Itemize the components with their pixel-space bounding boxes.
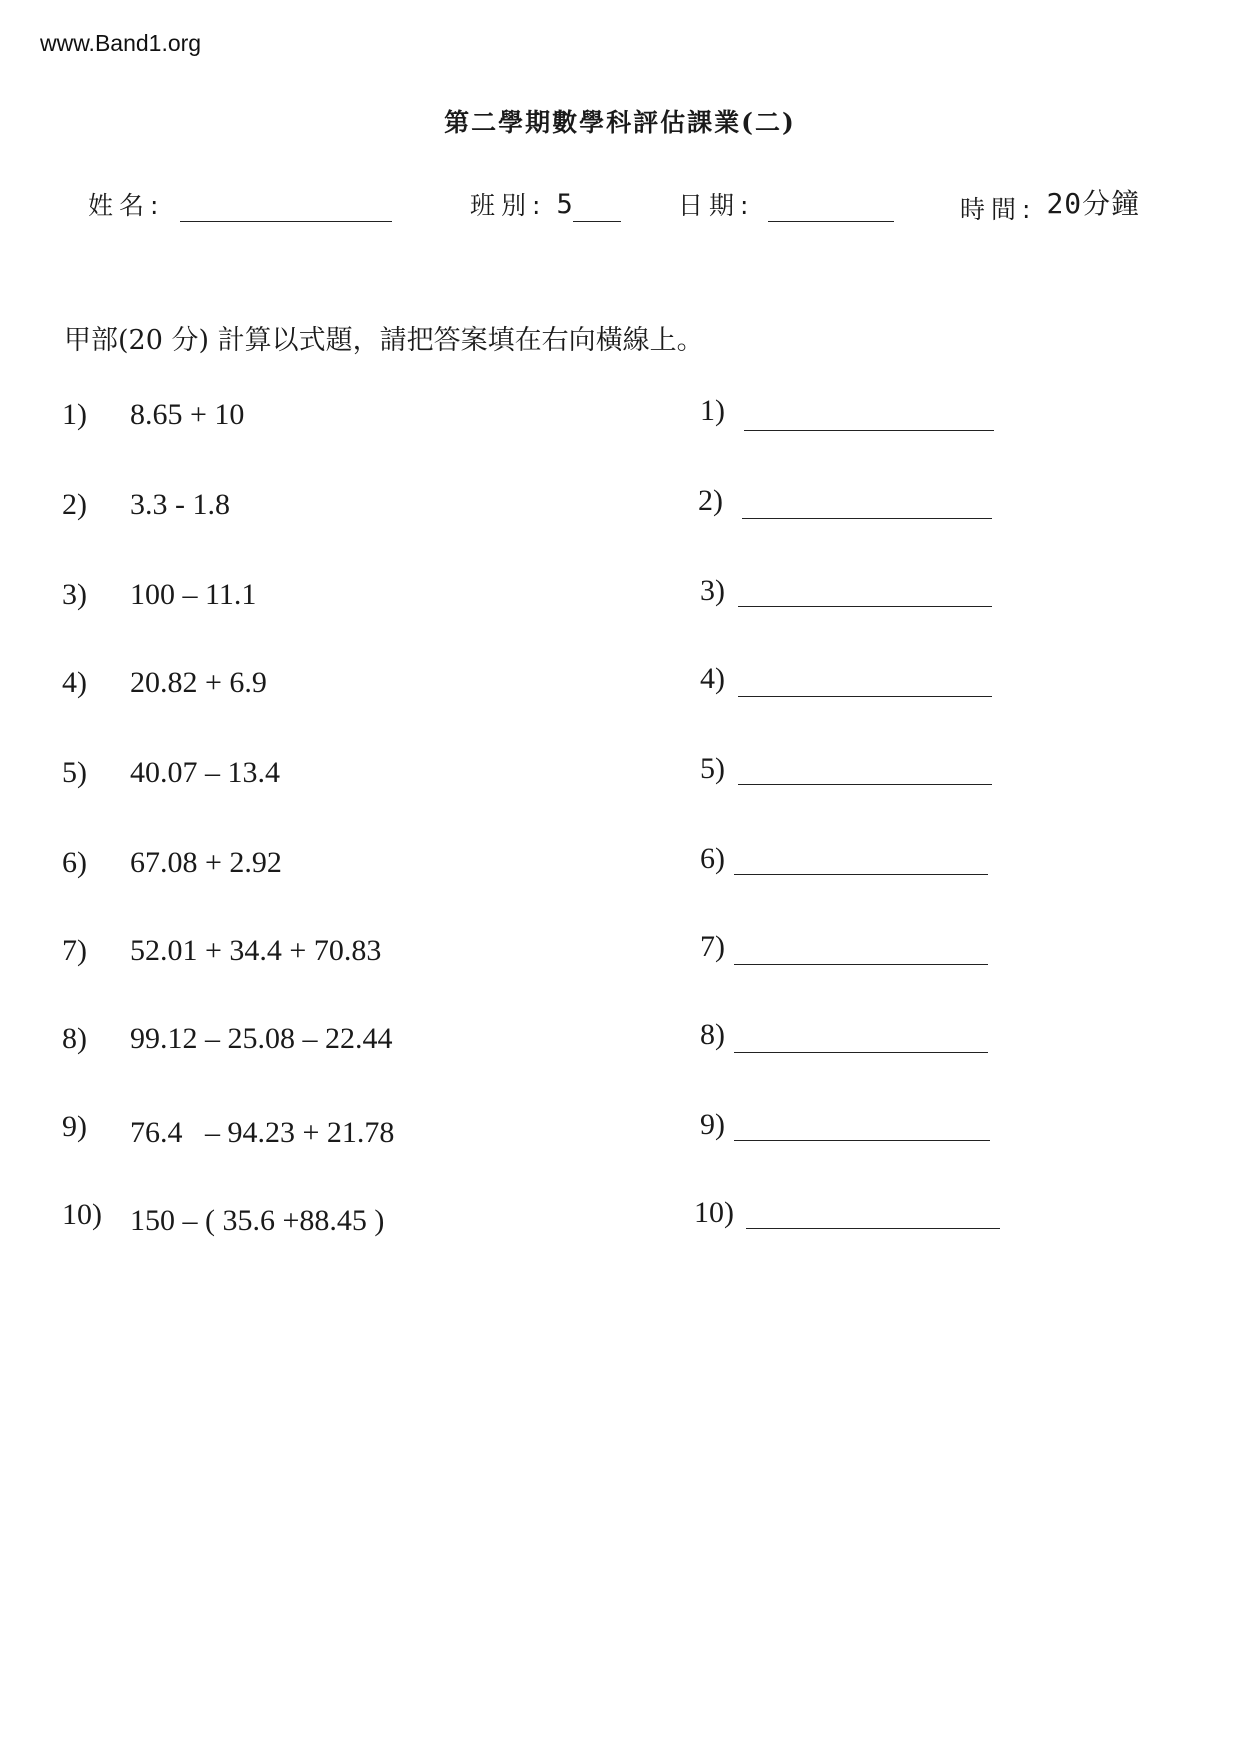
date-label: 日期:	[678, 191, 755, 220]
answer-number: 8)	[700, 1018, 725, 1051]
class-label: 班別:	[470, 191, 547, 220]
answer-number: 7)	[700, 930, 725, 963]
answer-line[interactable]	[738, 784, 992, 785]
question-number: 2)	[62, 488, 87, 521]
question-row	[0, 1108, 1240, 1166]
question-number: 1)	[62, 398, 87, 431]
answer-number: 5)	[700, 752, 725, 785]
class-blank[interactable]	[573, 195, 621, 222]
date-blank[interactable]	[768, 193, 894, 222]
question-number: 8)	[62, 1022, 87, 1055]
time-field-group	[960, 186, 1140, 226]
name-blank[interactable]	[180, 193, 392, 222]
question-expression: 20.82 + 6.9	[130, 666, 267, 699]
answer-number: 1)	[700, 394, 725, 427]
question-row	[0, 484, 1240, 538]
answer-line[interactable]	[744, 430, 994, 431]
answer-number: 10)	[694, 1196, 734, 1229]
answer-line[interactable]	[738, 606, 992, 607]
answer-line[interactable]	[738, 696, 992, 697]
question-expression: 67.08 + 2.92	[130, 846, 282, 879]
question-number: 5)	[62, 756, 87, 789]
question-expression: 3.3 - 1.8	[130, 488, 230, 521]
question-row	[0, 1018, 1240, 1072]
answer-line[interactable]	[742, 518, 992, 519]
question-number: 4)	[62, 666, 87, 699]
question-row	[0, 752, 1240, 806]
question-number: 7)	[62, 934, 87, 967]
question-expression: 150 – ( 35.6 +88.45 )	[130, 1204, 385, 1237]
date-field-group	[678, 186, 894, 222]
answer-line[interactable]	[734, 1140, 990, 1141]
question-expression: 8.65 + 10	[130, 398, 245, 431]
answer-line[interactable]	[734, 874, 988, 875]
question-expression: 100 – 11.1	[130, 578, 257, 611]
question-row	[0, 394, 1240, 448]
question-number: 3)	[62, 578, 87, 611]
site-watermark: www.Band1.org	[40, 30, 202, 56]
answer-number: 2)	[698, 484, 723, 517]
name-field-group	[88, 186, 392, 222]
answer-number: 4)	[700, 662, 725, 695]
question-row	[0, 662, 1240, 716]
answer-number: 6)	[700, 842, 725, 875]
student-info-row	[0, 186, 1240, 236]
time-value: 20分鐘	[1046, 187, 1141, 220]
page-title: 第二學期數學科評估課業(二)	[444, 108, 796, 137]
class-field-group	[470, 186, 621, 222]
question-expression: 52.01 + 34.4 + 70.83	[130, 934, 382, 967]
answer-line[interactable]	[734, 964, 988, 965]
question-number: 10)	[62, 1198, 102, 1231]
question-expression: 40.07 – 13.4	[130, 756, 280, 789]
question-row	[0, 930, 1240, 984]
time-label: 時間:	[960, 195, 1037, 224]
section-header: 甲部(20 分) 計算以式題，請把答案填在右向橫線上。	[64, 325, 704, 356]
answer-number: 3)	[700, 574, 725, 607]
question-row	[0, 1196, 1240, 1254]
answer-number: 9)	[700, 1108, 725, 1141]
class-value: 5	[556, 189, 573, 220]
question-row	[0, 574, 1240, 628]
answer-line[interactable]	[734, 1052, 988, 1053]
answer-line[interactable]	[746, 1228, 1000, 1229]
question-number: 9)	[62, 1110, 87, 1143]
question-number: 6)	[62, 846, 87, 879]
name-label: 姓名:	[88, 191, 165, 220]
question-expression: 76.4 – 94.23 + 21.78	[130, 1116, 395, 1149]
question-expression: 99.12 – 25.08 – 22.44	[130, 1022, 393, 1055]
question-row	[0, 842, 1240, 896]
